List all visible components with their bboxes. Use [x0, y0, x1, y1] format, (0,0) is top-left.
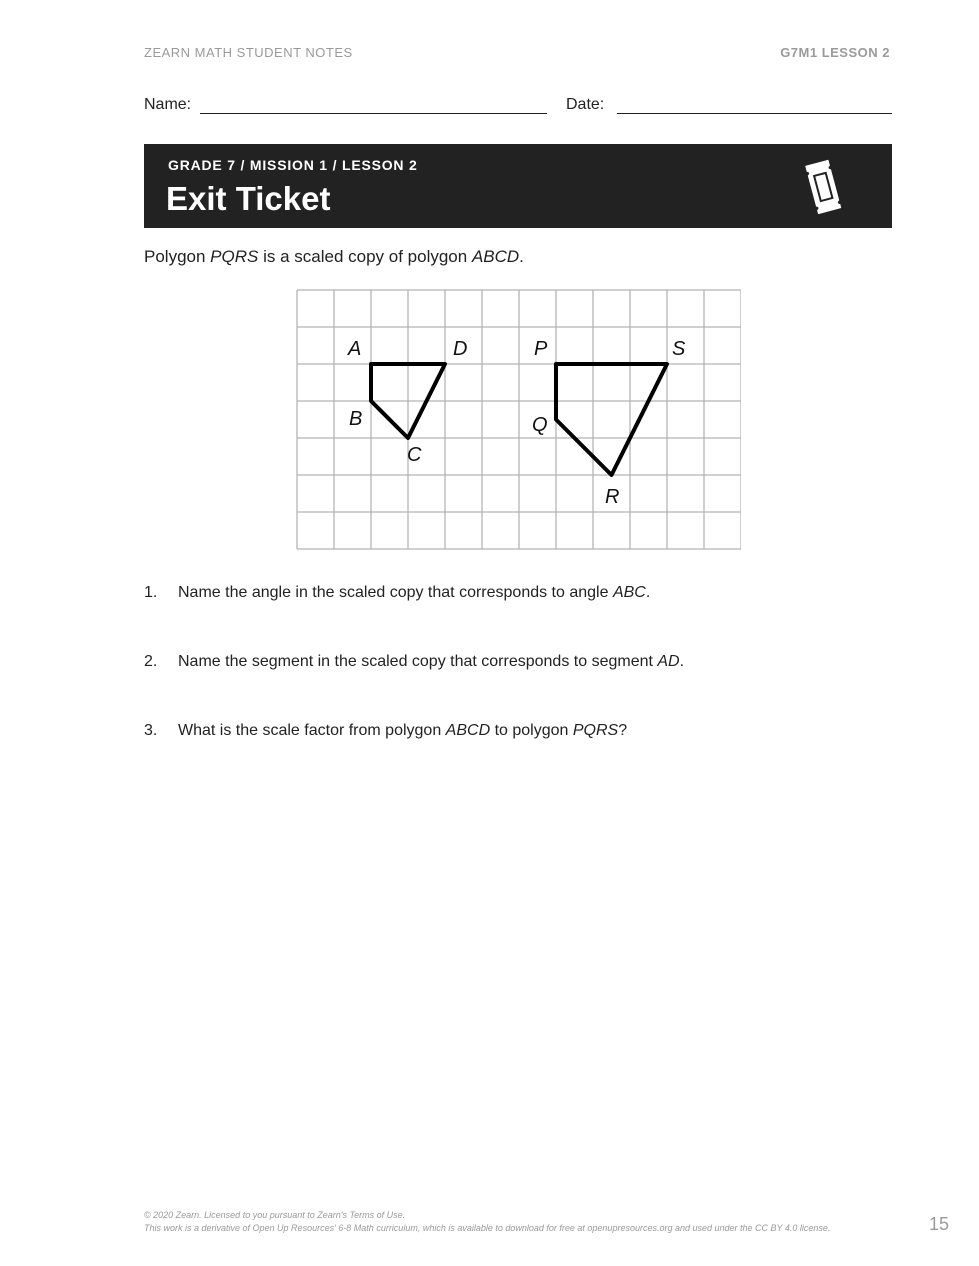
- date-label: Date:: [566, 96, 605, 113]
- question-1: 1. Name the angle in the scaled copy that corresponds to angle ABC.: [144, 584, 651, 601]
- label-s: S: [672, 338, 686, 360]
- ticket-icon: [799, 158, 847, 214]
- header-lesson: G7M1 LESSON 2: [780, 45, 890, 60]
- question-2: 2. Name the segment in the scaled copy that corresponds to segment AD.: [144, 653, 685, 670]
- name-field[interactable]: [200, 113, 547, 114]
- label-d: D: [453, 338, 468, 360]
- question-3: 3. What is the scale factor from polygon ABCD to polygon PQRS?: [144, 722, 628, 739]
- label-r: R: [605, 486, 620, 508]
- label-a: A: [348, 338, 362, 360]
- banner-title: Exit Ticket: [166, 180, 331, 217]
- intro-text: Polygon PQRS is a scaled copy of polygon ABCD.: [144, 247, 524, 266]
- label-c: C: [407, 444, 422, 466]
- header-left: ZEARN MATH STUDENT NOTES: [144, 45, 353, 60]
- label-q: Q: [532, 414, 548, 436]
- label-p: P: [534, 338, 548, 360]
- polygon-grid-figure: [296, 289, 741, 550]
- grid-lines: [297, 290, 741, 549]
- footer-line-2: This work is a derivative of Open Up Resources' 6-8 Math curriculum, which is available to download for free at openupresources.org and used under the CC BY 4.0 license.: [144, 1223, 831, 1233]
- footer-line-1: © 2020 Zearn. Licensed to you pursuant to Zearn's Terms of Use.: [144, 1210, 406, 1220]
- footer-license: [144, 1209, 830, 1235]
- label-b: B: [349, 408, 363, 430]
- date-field[interactable]: [617, 113, 892, 114]
- polygon-pqrs: [556, 364, 667, 475]
- name-label: Name:: [144, 96, 192, 113]
- page-number: 15: [928, 1214, 949, 1234]
- banner-subtitle: GRADE 7 / MISSION 1 / LESSON 2: [168, 157, 418, 173]
- exit-ticket-banner: [144, 144, 892, 228]
